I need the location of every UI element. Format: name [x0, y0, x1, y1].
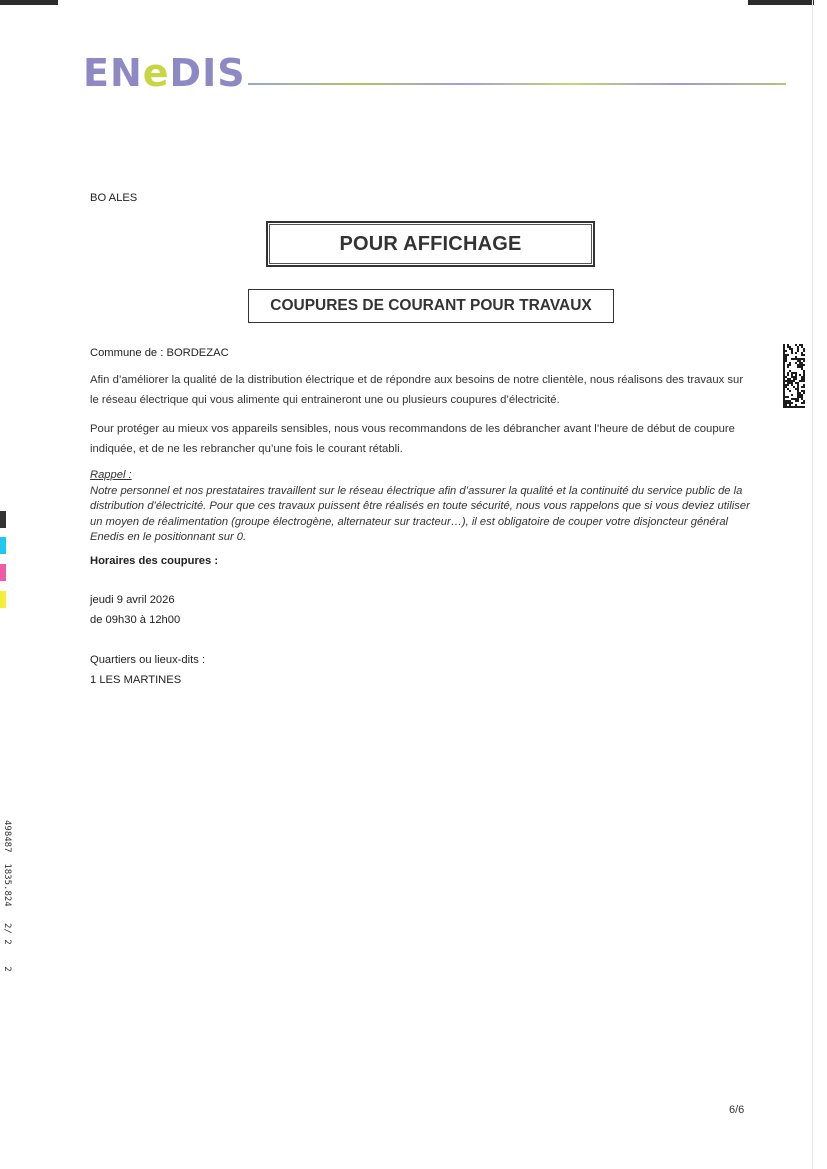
scan-mark-left [0, 0, 58, 5]
margin-reference-code: 498487 1835.824 2/ 2 2 [2, 820, 12, 972]
notice-label-box [266, 221, 595, 267]
color-tab-magenta [0, 564, 6, 581]
color-tab-yellow [0, 591, 6, 608]
commune-line: Commune de : BORDEZAC [90, 347, 229, 359]
scan-mark-right [748, 0, 814, 5]
color-tab-black [0, 511, 6, 528]
schedule-date: jeudi 9 avril 2026 [90, 594, 175, 606]
paragraph-intro: Afin d’améliorer la qualité de la distribution électrique et de répondre aux besoins de notre clientèle, nous réalisons des travaux sur le réseau électrique qui vous alimente qui entraineront une ou plusieurs coupures d’électricité. [90, 374, 744, 406]
paragraph-advice: Pour protéger au mieux vos appareils sensibles, nous vous recommandons de les débrancher avant l’heure de début de coupure indiquée, et de ne les rebrancher qu’une fois le courant rétabli. [90, 423, 735, 455]
notice-title-box [248, 289, 614, 323]
schedule-heading: Horaires des coupures : [90, 555, 219, 567]
page-number: 6/6 [729, 1104, 745, 1116]
datamatrix-code [783, 344, 805, 408]
reminder-text: Notre personnel et nos prestataires travaillent sur le réseau électrique afin d’assurer la qualité et la continuité du service public de la distribution d’électricité. Pour que ces travaux puissent être réalisés en toute sécurité, nous vous rappelons que si vous deviez utiliser un moyen de réalimentation (groupe électrogène, alternateur sur tracteur…), il est obligatoire de couper votre disjoncteur général Enedis en le positionnant sur 0. [90, 484, 750, 544]
locations-heading: Quartiers ou lieux-dits : [90, 654, 206, 666]
reminder-label: Rappel : [90, 469, 132, 481]
schedule-time: de 09h30 à 12h00 [90, 614, 181, 626]
page-edge [812, 0, 813, 1169]
reminder-block [90, 468, 755, 546]
location-item: 1 LES MARTINES [90, 674, 182, 686]
notice-label: POUR AFFICHAGE [339, 232, 522, 255]
enedis-logo: ENeDIS [83, 51, 246, 95]
notice-title: COUPURES DE COURANT POUR TRAVAUX [270, 297, 592, 314]
office-label: BO ALES [90, 192, 138, 204]
header-rule [248, 83, 786, 85]
color-tab-cyan [0, 537, 6, 554]
